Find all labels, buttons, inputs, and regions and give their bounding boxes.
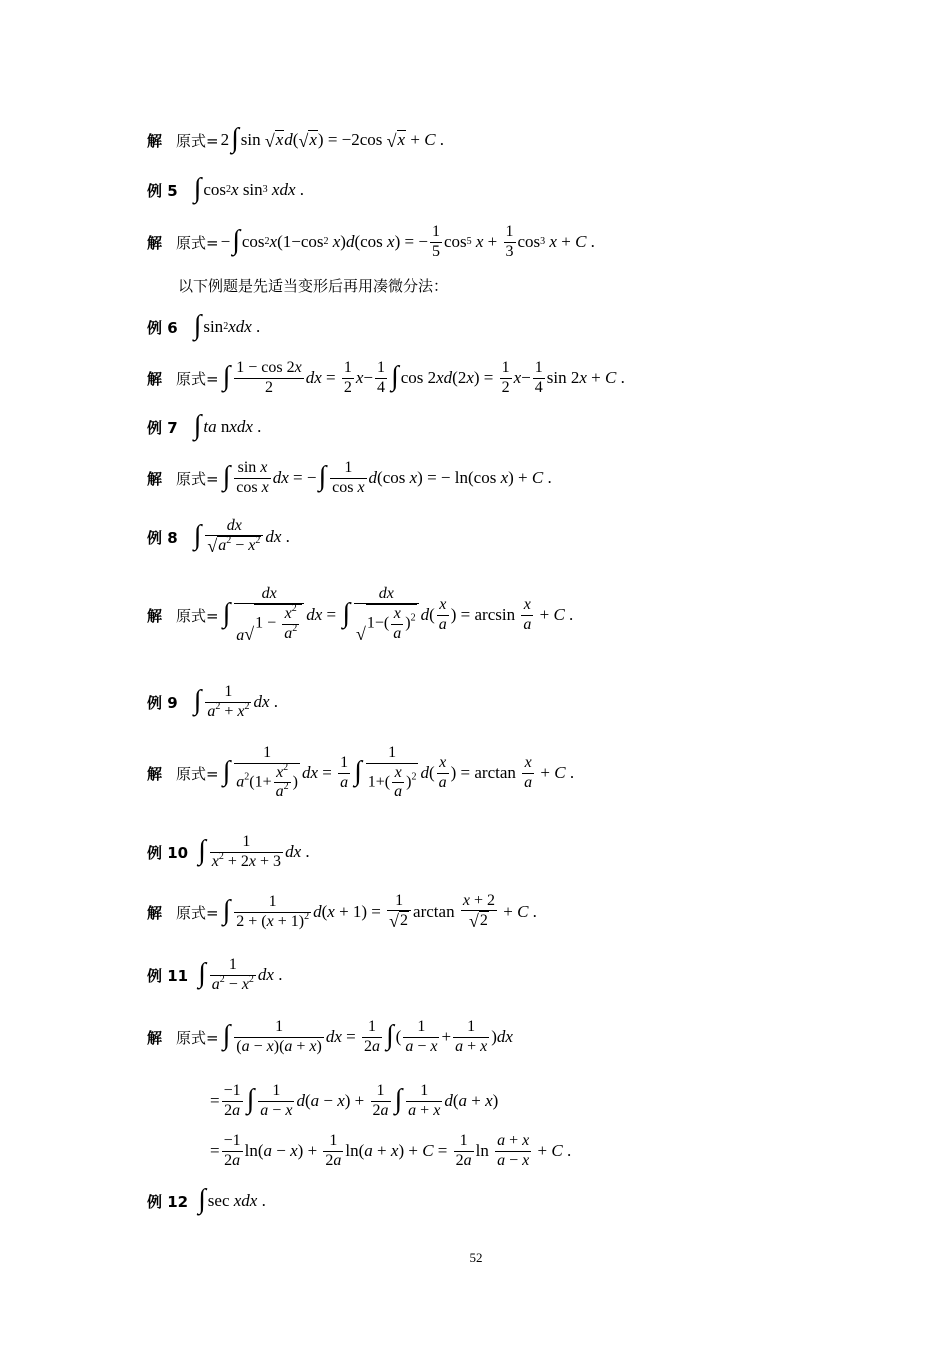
solution-label: 解	[147, 1028, 163, 1047]
solution-label: 解	[147, 469, 163, 488]
solution-lead: 原式=	[176, 764, 219, 783]
example-7	[147, 407, 261, 447]
example-10	[147, 832, 310, 872]
formula: − ∫ cos 2 x (1−cos 2 x ) d (cos x ) = − $\frac{1}{5}$ cos 5 x + $\frac{1}{3}$ cos 3 x + C .	[220, 223, 595, 260]
formula: ∫ dx a √ 1 − $\frac{x^2}{a^2}$ dx = ∫ dx √ 1−( $\frac{x}{a}$ )$^2$ d ( $\frac{x}{a}$ ) = arcsin $\frac{x}{a}$ + C .	[222, 584, 574, 644]
solution-5	[147, 222, 595, 262]
solution-lead: 原式=	[176, 606, 219, 625]
page-number: 52	[469, 1250, 483, 1265]
solution-8	[147, 584, 574, 644]
solution-prev	[147, 120, 444, 160]
solution-label: 解	[147, 369, 163, 388]
example-12	[147, 1181, 266, 1221]
solution-lead: 原式=	[176, 233, 219, 252]
solution-11-line-2	[210, 1081, 498, 1121]
example-label: 例 6	[147, 318, 178, 337]
solution-label: 解	[147, 233, 163, 252]
formula: = $\frac{-1}{2a}$ ln( a − x ) + $\frac{1}{2a}$ ln( a + x ) + C = $\frac{1}{2a}$ ln $\frac{a + x}{a - x}$ + C .	[210, 1132, 572, 1169]
formula: ∫ sin 2 xdx .	[193, 310, 261, 341]
solution-label: 解	[147, 903, 163, 922]
example-label: 例 11	[147, 966, 189, 985]
example-label: 例 5	[147, 181, 178, 200]
formula: = $\frac{-1}{2a}$ ∫ $\frac{1}{a - x}$ d ( a − x ) + $\frac{1}{2a}$ ∫ $\frac{1}{a + x}$ d ( a + x )	[210, 1082, 499, 1119]
example-6	[147, 307, 260, 347]
solution-11-line-3	[210, 1131, 571, 1171]
formula: ∫ $\frac{1}{2 + (x + 1)^2}$ d ( x + 1) = 1 √ 2 arctan x + 2 √ 2 + C .	[222, 891, 537, 931]
formula: ∫ sec xdx .	[198, 1184, 266, 1215]
example-11	[147, 955, 282, 995]
formula: ∫ ta n xdx .	[193, 410, 262, 441]
formula: ∫ dx √ $a^2 - x^2$ dx .	[193, 516, 290, 556]
solution-label: 解	[147, 606, 163, 625]
example-8	[147, 517, 290, 557]
formula: 2 ∫ sin √ x d ( √ x ) = −2cos √ x + C .	[220, 123, 445, 154]
solution-lead: 原式=	[176, 469, 219, 488]
formula: ∫ $\frac{\text{sin x}}{\text{cos x}}$ dx = − ∫ $\frac{1}{\text{cos x}}$ d (cos x ) = − ln(cos x ) + C .	[222, 459, 552, 496]
formula: ∫ 1 $a^2(1+$ $\frac{x^2}{a^2}$ ) dx = $\frac{1}{a}$ ∫ 1 1+( $\frac{x}{a}$ )$^2$ d ( $\frac{x}{a}$ ) = arctan $\frac{x}{a}$ + C .	[222, 744, 575, 801]
solution-7	[147, 458, 552, 498]
formula: ∫ $\frac{1}{a^2 - x^2}$ dx .	[198, 956, 283, 993]
formula: ∫ $\frac{1 - \cos 2x}{2}$ dx = $\frac{1}{2}$ x − $\frac{1}{4}$ ∫ cos 2 xd (2 x ) = $\frac{1}{2}$ x − $\frac{1}{4}$ sin 2 x + C .	[222, 359, 625, 396]
example-5	[147, 170, 304, 210]
solution-9	[147, 744, 575, 801]
solution-label: 解	[147, 131, 163, 150]
example-label: 例 8	[147, 528, 178, 547]
formula: ∫ $\frac{1}{(a - x)(a + x)}$ dx = $\frac{1}{2a}$ ∫ ( $\frac{1}{a - x}$ + $\frac{1}{a + x}$ ) dx	[222, 1018, 513, 1055]
solution-label: 解	[147, 764, 163, 783]
solution-lead: 原式=	[176, 1028, 219, 1047]
solution-6	[147, 358, 625, 398]
example-9	[147, 682, 278, 722]
note-text: 以下例题是先适当变形后再用凑微分法：	[178, 277, 449, 295]
solution-11	[147, 1017, 513, 1057]
formula: ∫ cos 2 x sin 3 xdx .	[193, 173, 304, 204]
solution-lead: 原式=	[176, 903, 219, 922]
solution-10	[147, 892, 537, 932]
example-label: 例 10	[147, 843, 189, 862]
example-label: 例 12	[147, 1192, 189, 1211]
example-label: 例 7	[147, 418, 178, 437]
formula: ∫ $\frac{1}{a^2 + x^2}$ dx .	[193, 683, 279, 720]
formula: ∫ $\frac{1}{x^2 + 2x + 3}$ dx .	[198, 833, 310, 870]
solution-lead: 原式=	[176, 369, 219, 388]
example-label: 例 9	[147, 693, 178, 712]
solution-lead: 原式=	[176, 131, 219, 150]
